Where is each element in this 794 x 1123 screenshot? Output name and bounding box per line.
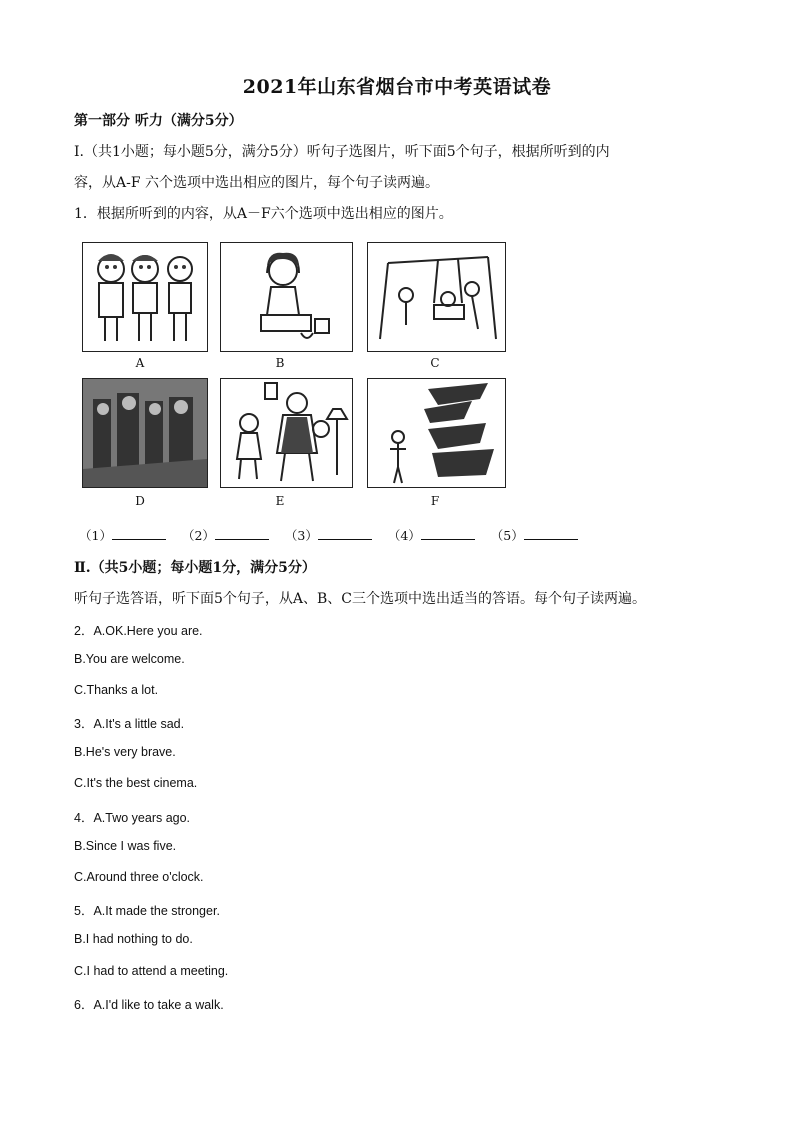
answer-blank-5[interactable] bbox=[524, 528, 578, 540]
question-4-option-c: C.Around three o'clock. bbox=[74, 870, 204, 884]
section-i-line-2: 容，从A-F 六个选项中选出相应的图片，每个句子读两遍。 bbox=[74, 175, 440, 191]
blank-label-5: （5） bbox=[490, 528, 524, 543]
question-5-option-c: C.I had to attend a meeting. bbox=[74, 964, 229, 978]
answer-blank-4[interactable] bbox=[421, 528, 475, 540]
family-living-room-illustration bbox=[221, 379, 352, 487]
section-ii-instruction: 听句子选答语，听下面5个句子，从A、B、C三个选项中选出适当的答语。每个句子读两遍。 bbox=[74, 591, 647, 607]
question-2-option-c: C.Thanks a lot. bbox=[74, 683, 159, 697]
question-3-option-b: B.He's very brave. bbox=[74, 745, 176, 759]
question-1-instruction: 1．根据所听到的内容，从A－F六个选项中选出相应的图片。 bbox=[74, 206, 453, 222]
answer-blank-1[interactable] bbox=[112, 528, 166, 540]
section-i-line-1: Ⅰ.（共1小题；每小题5分，满分5分）听句子选图片，听下面5个句子，根据所听到的内 bbox=[74, 144, 610, 160]
answer-blank-3[interactable] bbox=[318, 528, 372, 540]
question-5-option-a: 5．A.It made the stronger. bbox=[74, 904, 220, 918]
section-ii-heading: Ⅱ.（共5小题；每小题1分，满分5分） bbox=[74, 560, 316, 576]
picture-f bbox=[367, 378, 506, 488]
blank-label-1: （1） bbox=[79, 528, 112, 543]
man-tornado-illustration bbox=[368, 379, 505, 487]
picture-b-label: B bbox=[275, 356, 285, 370]
picture-c-label: C bbox=[430, 356, 440, 370]
question-5-option-b: B.I had nothing to do. bbox=[74, 932, 193, 946]
picture-a bbox=[82, 242, 208, 352]
picture-f-label: F bbox=[430, 494, 440, 508]
part-heading: 第一部分 听力（满分5分） bbox=[74, 113, 243, 129]
picture-d-label: D bbox=[135, 494, 145, 508]
girl-cooking-illustration bbox=[221, 243, 352, 351]
playground-swing-illustration bbox=[368, 243, 505, 351]
answer-blank-2[interactable] bbox=[215, 528, 269, 540]
picture-e bbox=[220, 378, 353, 488]
three-children-illustration bbox=[83, 243, 207, 351]
picture-e-label: E bbox=[275, 494, 285, 508]
question-4-option-b: B.Since I was five. bbox=[74, 839, 177, 853]
question-4-option-a: 4．A.Two years ago. bbox=[74, 811, 191, 825]
question-6-option-a: 6．A.I'd like to take a walk. bbox=[74, 998, 224, 1012]
page-title: 2021年山东省烟台市中考英语试卷 bbox=[242, 76, 552, 98]
question-2-option-b: B.You are welcome. bbox=[74, 652, 185, 666]
blank-label-2: （2） bbox=[181, 528, 215, 543]
picture-a-label: A bbox=[135, 356, 145, 370]
answer-blanks bbox=[79, 526, 590, 544]
question-2-option-a: 2．A.OK.Here you are. bbox=[74, 624, 203, 638]
picture-c bbox=[367, 242, 506, 352]
picture-d bbox=[82, 378, 208, 488]
question-3-option-a: 3．A.It's a little sad. bbox=[74, 717, 185, 731]
blank-label-4: （4） bbox=[387, 528, 421, 543]
blank-label-3: （3） bbox=[284, 528, 318, 543]
picture-b bbox=[220, 242, 353, 352]
question-3-option-c: C.It's the best cinema. bbox=[74, 776, 198, 790]
crowd-scene-illustration bbox=[83, 379, 207, 487]
